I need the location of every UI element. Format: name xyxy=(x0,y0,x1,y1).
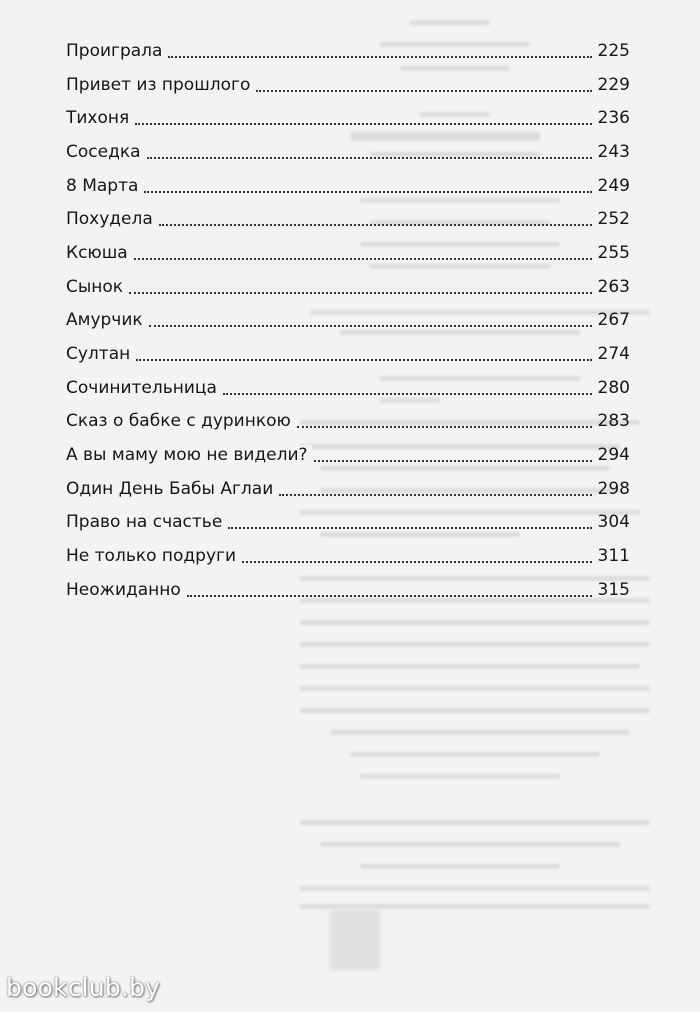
toc-entry[interactable] xyxy=(66,539,630,573)
toc-dot-leader xyxy=(149,305,592,327)
toc-entry[interactable] xyxy=(66,304,630,338)
toc-dot-leader xyxy=(279,474,591,496)
toc-entry-title: Тихоня xyxy=(66,108,133,128)
toc-dot-leader xyxy=(134,238,592,260)
toc-entry-page: 267 xyxy=(597,310,630,331)
toc-entry[interactable] xyxy=(66,472,630,506)
toc-entry[interactable] xyxy=(66,202,630,236)
toc-dot-leader xyxy=(136,339,591,361)
toc-entry-title: Султан xyxy=(66,344,134,364)
toc-entry-page: 229 xyxy=(597,74,630,95)
toc-entry[interactable] xyxy=(66,101,630,135)
toc-entry[interactable] xyxy=(66,573,630,607)
toc-entry-page: 255 xyxy=(597,242,630,263)
toc-entry-title: Не только подруги xyxy=(66,546,240,566)
site-watermark: bookclub.by xyxy=(6,973,161,1002)
toc-entry-title: Неожиданно xyxy=(66,580,185,600)
toc-entry[interactable] xyxy=(66,270,630,304)
toc-entry-page: 252 xyxy=(597,209,630,230)
toc-entry-page: 298 xyxy=(597,478,630,499)
toc-entry[interactable] xyxy=(66,236,630,270)
toc-dot-leader xyxy=(135,103,591,125)
toc-entry-title: Проиграла xyxy=(66,41,166,61)
toc-entry[interactable] xyxy=(66,405,630,439)
toc-entry[interactable] xyxy=(66,34,630,68)
toc-entry-page: 249 xyxy=(597,175,630,196)
toc-entry-title: Ксюша xyxy=(66,243,132,263)
toc-entry-title: Похудела xyxy=(66,209,157,229)
toc-entry-page: 225 xyxy=(597,40,630,61)
toc-entry[interactable] xyxy=(66,438,630,472)
toc-dot-leader xyxy=(256,70,591,92)
toc-entry[interactable] xyxy=(66,506,630,540)
toc-dot-leader xyxy=(168,36,591,58)
toc-entry-page: 263 xyxy=(597,276,630,297)
toc-dot-leader xyxy=(297,406,592,428)
toc-entry-title: Привет из прошлого xyxy=(66,75,254,95)
toc-entry-title: 8 Марта xyxy=(66,176,142,196)
toc-entry-title: Сынок xyxy=(66,277,127,297)
toc-dot-leader xyxy=(129,272,591,294)
toc-entry-title: Соседка xyxy=(66,142,145,162)
toc-dot-leader xyxy=(187,575,592,597)
toc-dot-leader xyxy=(228,507,591,529)
toc-entry-page: 236 xyxy=(597,108,630,129)
toc-entry[interactable] xyxy=(66,337,630,371)
toc-entry-page: 243 xyxy=(597,141,630,162)
table-of-contents xyxy=(66,34,630,607)
toc-entry-page: 294 xyxy=(597,445,630,466)
toc-entry-page: 280 xyxy=(597,377,630,398)
toc-dot-leader xyxy=(144,171,591,193)
toc-entry-title: Сказ о бабке с дуринкою xyxy=(66,411,295,431)
toc-dot-leader xyxy=(147,137,592,159)
toc-entry[interactable] xyxy=(66,68,630,102)
toc-entry[interactable] xyxy=(66,169,630,203)
toc-dot-leader xyxy=(242,541,592,563)
toc-entry-page: 311 xyxy=(597,546,630,567)
toc-entry-page: 315 xyxy=(597,579,630,600)
toc-entry-title: Сочинительница xyxy=(66,378,221,398)
toc-entry-page: 274 xyxy=(597,344,630,365)
toc-entry-page: 283 xyxy=(597,411,630,432)
toc-entry-page: 304 xyxy=(597,512,630,533)
toc-entry-title: Амурчик xyxy=(66,310,147,330)
toc-entry-title: Один День Бабы Аглаи xyxy=(66,479,277,499)
toc-dot-leader xyxy=(223,373,592,395)
toc-entry[interactable] xyxy=(66,371,630,405)
toc-dot-leader xyxy=(314,440,592,462)
toc-entry-title: А вы маму мою не видели? xyxy=(66,445,312,465)
toc-entry[interactable] xyxy=(66,135,630,169)
toc-dot-leader xyxy=(159,204,592,226)
toc-entry-title: Право на счастье xyxy=(66,512,226,532)
